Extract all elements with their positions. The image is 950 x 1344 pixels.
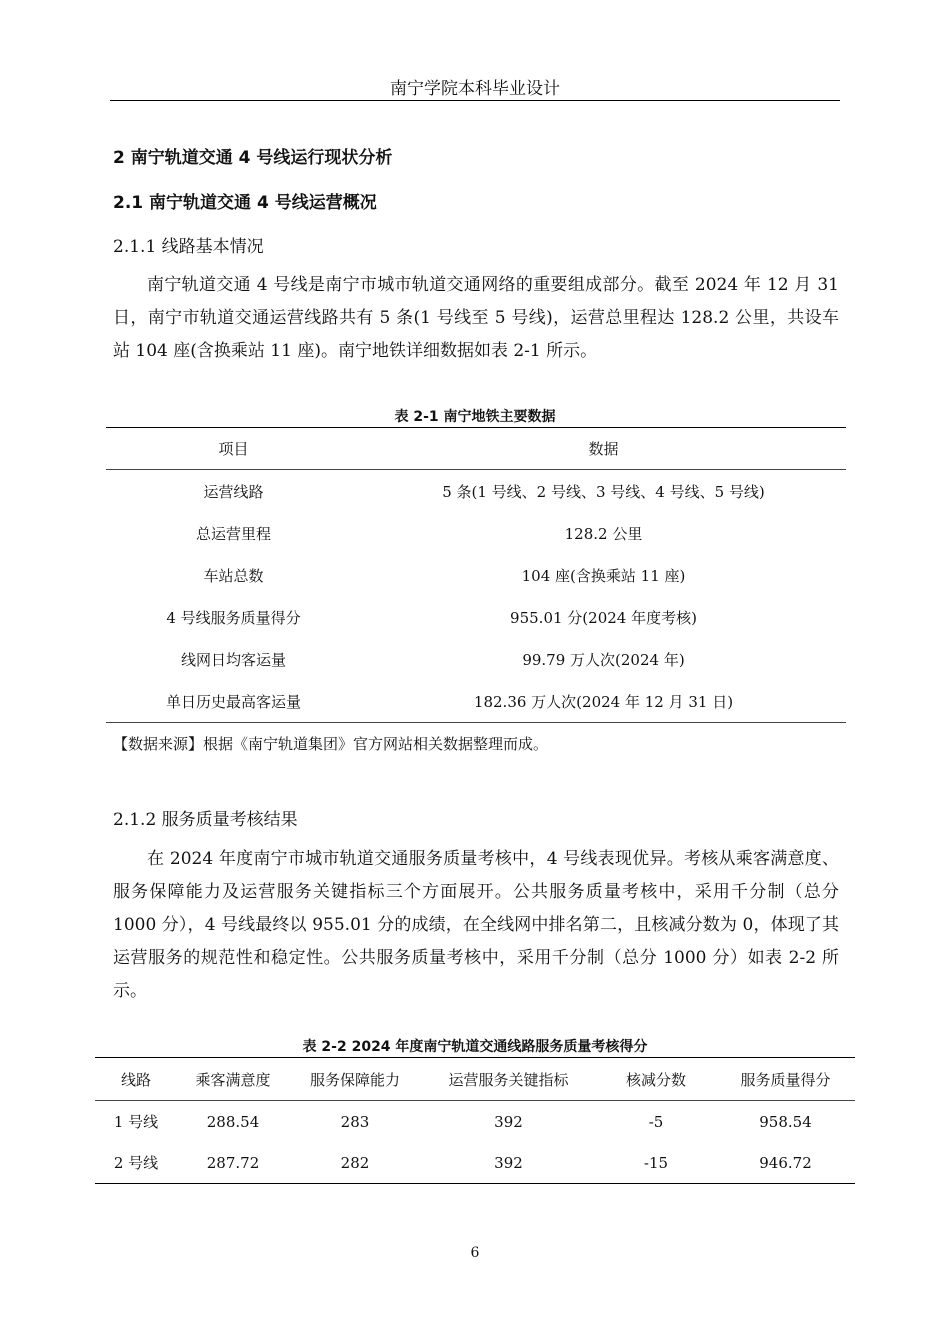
table2-cell: 946.72 <box>759 1153 812 1172</box>
table1-cell: 5 条(1 号线、2 号线、3 号线、4 号线、5 号线) <box>442 482 765 501</box>
table-row <box>106 596 846 638</box>
table1-cell: 单日历史最高客运量 <box>165 692 301 711</box>
table1-header-item: 项目 <box>106 428 361 470</box>
table1-cell: 车站总数 <box>203 566 264 585</box>
table2-cell: 392 <box>494 1112 523 1131</box>
table2-cell: 1 号线 <box>113 1113 159 1131</box>
table1-cell: 104 座(含换乘站 11 座) <box>521 566 686 585</box>
table1-cell: 总运营里程 <box>195 524 271 543</box>
table2-cell: 287.72 <box>206 1153 260 1172</box>
table2-header-cell: 服务保障能力 <box>289 1058 421 1101</box>
chapter-heading: 2 南宁轨道交通 4 号线运行现状分析 <box>113 148 393 168</box>
table2-cell: 392 <box>494 1153 523 1172</box>
table2-cell: 2 号线 <box>113 1154 159 1172</box>
table-row <box>106 512 846 554</box>
table-row <box>95 1142 855 1184</box>
table1-caption: 表 2-1 南宁地铁主要数据 <box>394 409 556 425</box>
table2-caption: 表 2-2 2024 年度南宁轨道交通线路服务质量考核得分 <box>302 1039 648 1055</box>
header-rule <box>110 100 840 101</box>
subsection-heading-line-info: 2.1.1 线路基本情况 <box>113 237 264 257</box>
table1-cell: 128.2 公里 <box>564 524 643 543</box>
table-row <box>106 470 846 513</box>
table1-metro-data <box>106 427 846 723</box>
table-row <box>106 680 846 723</box>
table2-header-row <box>95 1058 855 1101</box>
running-header: 南宁学院本科毕业设计 <box>390 79 560 99</box>
table2-header-cell: 线路 <box>95 1058 177 1101</box>
table1-cell: 线网日均客运量 <box>180 650 286 669</box>
subsection-heading-service-quality: 2.1.2 服务质量考核结果 <box>113 810 298 830</box>
section-heading: 2.1 南宁轨道交通 4 号线运营概况 <box>113 193 377 213</box>
table2-cell: 958.54 <box>759 1112 812 1131</box>
table2-service-scores <box>95 1057 855 1184</box>
table-row <box>95 1101 855 1143</box>
table2-header-cell: 运营服务关键指标 <box>421 1058 596 1101</box>
table2-header-cell: 核减分数 <box>596 1058 716 1101</box>
table2-cell: 283 <box>340 1112 370 1131</box>
table2-cell: -15 <box>643 1153 669 1172</box>
table1-source-note: 【数据来源】根据《南宁轨道集团》官方网站相关数据整理而成。 <box>113 735 549 753</box>
table1-header-row <box>106 428 846 470</box>
table2-header-cell: 服务质量得分 <box>716 1058 855 1101</box>
table2-cell: 288.54 <box>206 1112 260 1131</box>
table1-cell: 4 号线服务质量得分 <box>166 608 301 627</box>
paragraph-service-quality: 在 2024 年度南宁市城市轨道交通服务质量考核中，4 号线表现优异。考核从乘客满意度、服务保障能力及运营服务关键指标三个方面展开。公共服务质量考核中，采用千分制（总分 1000 分），4 号线最终以 955.01 分的成绩，在全线网中排名第二，且核减分数为 0，体现了其运营服务的规范性和稳定性。公共服务质量考核中，采用千分制（总分 1000 分）如表 2-2 所示。 <box>113 849 839 1001</box>
page-number: 6 <box>470 1245 480 1261</box>
table1-cell: 运营线路 <box>203 482 264 501</box>
table2-cell: 282 <box>340 1153 370 1172</box>
table1-cell: 955.01 分(2024 年度考核) <box>510 608 697 627</box>
table1-header-data: 数据 <box>361 428 846 470</box>
table1-cell: 182.36 万人次(2024 年 12 月 31 日) <box>473 692 734 711</box>
table2-header-cell: 乘客满意度 <box>177 1058 289 1101</box>
paragraph-line-info: 南宁轨道交通 4 号线是南宁市城市轨道交通网络的重要组成部分。截至 2024 年 12 月 31 日，南宁市轨道交通运营线路共有 5 条(1 号线至 5 号线)，运营总里程达 128.2 公里，共设车站 104 座(含换乘站 11 座)。南宁地铁详细数据如表 2-1 所示。 <box>113 275 839 361</box>
table-row <box>106 638 846 680</box>
table1-cell: 99.79 万人次(2024 年) <box>522 650 685 669</box>
table2-cell: -5 <box>648 1112 664 1131</box>
table-row <box>106 554 846 596</box>
